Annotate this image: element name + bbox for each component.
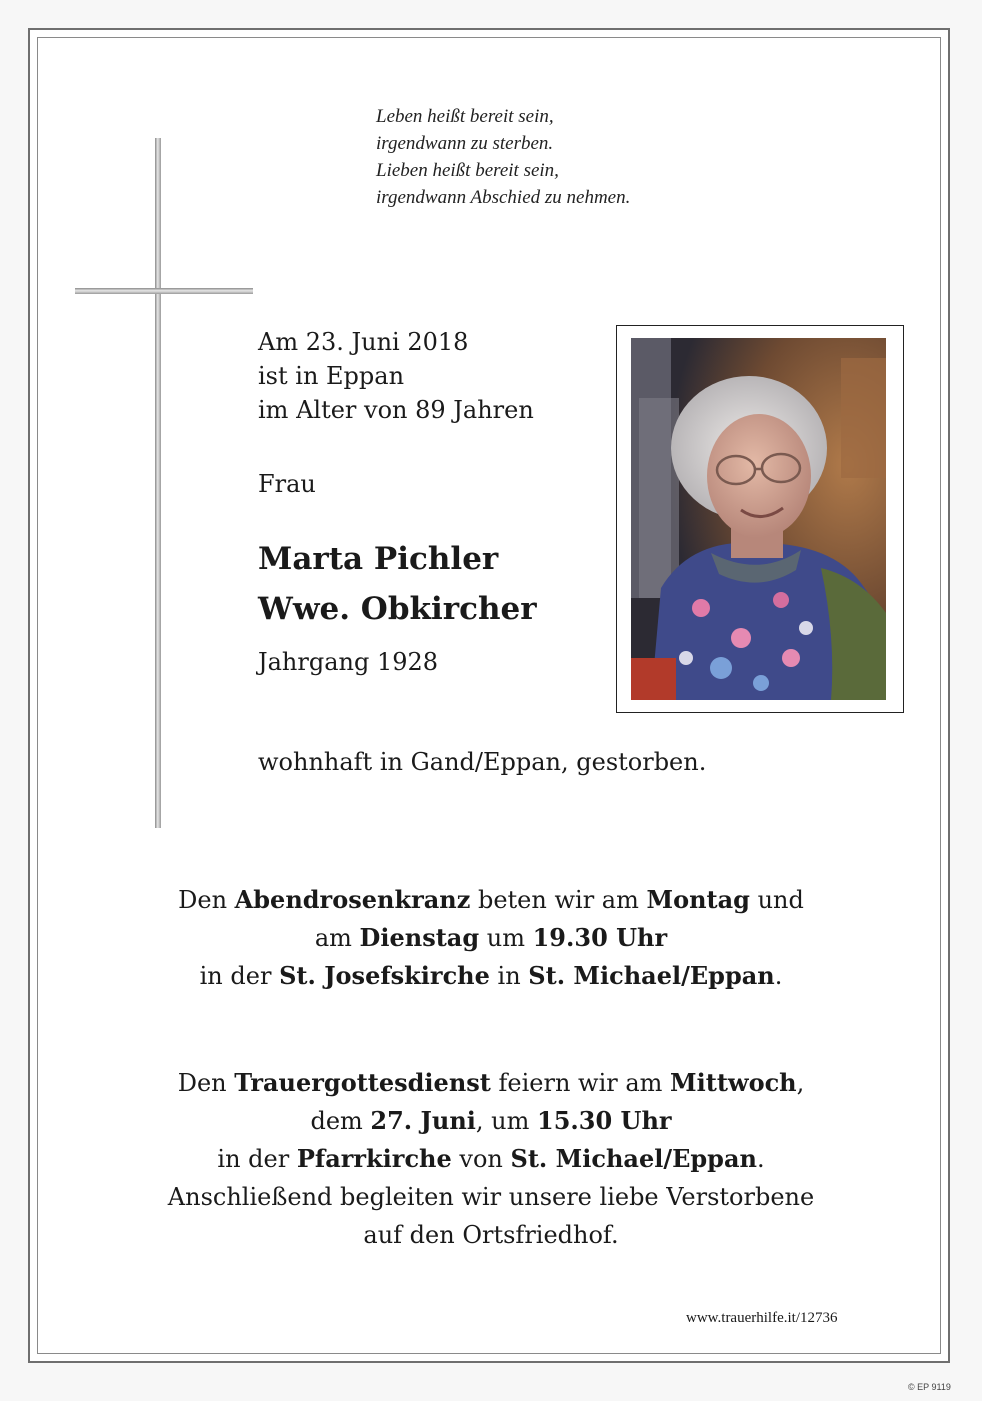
birth-year: Jahrgang 1928 [258,648,439,676]
death-announcement [258,325,534,427]
portrait-photo [631,338,886,700]
rosary-line-2: am Dienstag um 19.30 Uhr [314,923,668,952]
poem [376,103,630,211]
portrait-illustration [631,338,886,700]
intro-line: Am 23. Juni 2018 [258,328,469,356]
deceased-name [258,534,537,634]
name-line-1: Marta Pichler [258,541,499,577]
funeral-line-5: auf den Ortsfriedhof. [363,1221,619,1249]
funeral-line-1: Den Trauergottesdienst feiern wir am Mittwoch, [177,1068,805,1097]
intro-line: im Alter von 89 Jahren [258,396,534,424]
cross-icon-beam [75,288,253,294]
funeral-line-4: Anschließend begleiten wir unsere liebe Verstorbene [167,1183,815,1211]
name-line-2: Wwe. Obkircher [258,591,537,627]
honorific: Frau [258,470,316,498]
poem-line: Lieben heißt bereit sein, [376,160,559,181]
poem-line: irgendwann zu sterben. [376,133,554,154]
funeral-notice [60,1064,922,1254]
website-link[interactable]: www.trauerhilfe.it/12736 [686,1310,838,1326]
cross-icon [155,138,161,828]
funeral-line-2: dem 27. Juni, um 15.30 Uhr [310,1106,672,1135]
poem-line: Leben heißt bereit sein, [376,106,554,127]
print-code: © EP 9119 [908,1382,951,1392]
rosary-line-3: in der St. Josefskirche in St. Michael/Eppan. [199,961,783,990]
rosary-notice [60,881,922,995]
intro-line: ist in Eppan [258,362,405,390]
rosary-line-1: Den Abendrosenkranz beten wir am Montag und [178,885,804,914]
poem-line: irgendwann Abschied zu nehmen. [376,187,631,208]
residence: wohnhaft in Gand/Eppan, gestorben. [258,748,707,776]
funeral-line-3: in der Pfarrkirche von St. Michael/Eppan. [217,1144,765,1173]
